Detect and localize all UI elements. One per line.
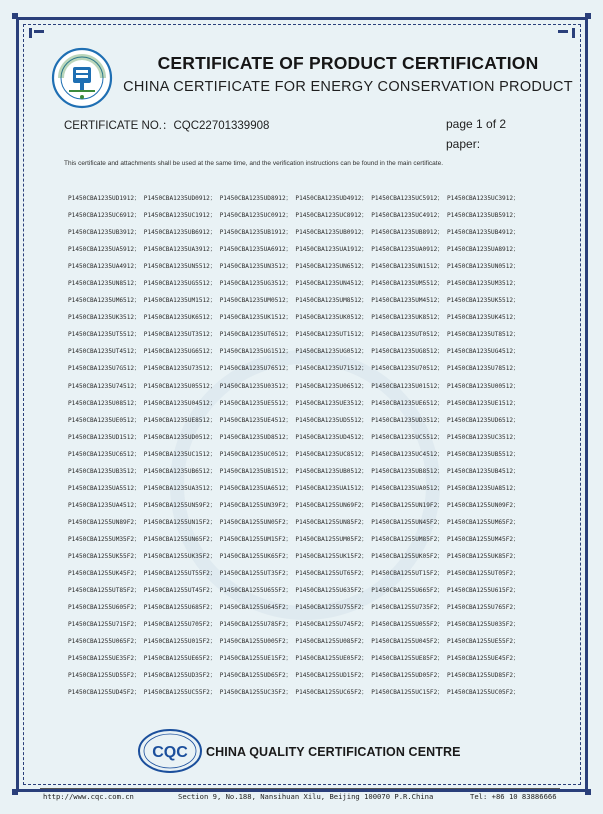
model-list — [68, 190, 573, 701]
model-row: P1450CBA1255UT85F2； P1450CBA1255UT45F2； P1450CBA1255U655F2； P1450CBA1255U635F2； P1450CBA1255U665F2； P1450CBA1255U615F2； — [68, 587, 520, 595]
organization-name: CHINA QUALITY CERTIFICATION CENTRE — [206, 745, 461, 759]
model-row: P1450CBA1235U74512； P1450CBA1235U05512； P1450CBA1235U03512； P1450CBA1235U06512； P1450CBA1235U01512； P1450CBA1235U00512； — [68, 382, 520, 390]
model-row: P1450CBA1235UA4912； P1450CBA1235UN5512； P1450CBA1235UN3512； P1450CBA1235UN6512； P1450CBA1235UN1512； P1450CBA1235UN0512； — [68, 263, 520, 271]
model-row: P1450CBA1235UC6512； P1450CBA1235UC1512； P1450CBA1235UC0512； P1450CBA1235UC8512； P1450CBA1235UC4512； P1450CBA1235UB5512； — [68, 450, 520, 458]
model-row: P1450CBA1255UM35F2； P1450CBA1255UN65F2； P1450CBA1255UM15F2； P1450CBA1255UM05F2； P1450CBA1255UM85F2； P1450CBA1255UM45F2； — [68, 535, 520, 543]
model-row: P1450CBA1255U715F2； P1450CBA1255U705F2； P1450CBA1255U785F2； P1450CBA1255U745F2； P1450CBA1255U055F2； P1450CBA1255U035F2； — [68, 621, 520, 629]
corner-mark — [12, 789, 18, 795]
border-ornament — [572, 28, 575, 38]
model-row: P1450CBA1255UK55F2； P1450CBA1255UK35F2； P1450CBA1255UK65F2； P1450CBA1255UK15F2； P1450CBA1255UK05F2； P1450CBA1255UK85F2； — [68, 552, 520, 560]
model-row: P1450CBA1235UB3912； P1450CBA1235UB6912； P1450CBA1235UB1912； P1450CBA1235UB0912； P1450CBA1235UB8912； P1450CBA1235UB4912； — [68, 229, 520, 237]
model-row: P1450CBA1235UE0512； P1450CBA1235UE8512； P1450CBA1235UE4512； P1450CBA1235UD5512； P1450CBA1235UD3512； P1450CBA1235UD6512； — [68, 416, 520, 424]
cqc-logo-icon — [137, 728, 203, 774]
model-row: P1450CBA1235UA5912； P1450CBA1235UA3912； P1450CBA1235UA6912； P1450CBA1235UA1912； P1450CBA1235UA0912； P1450CBA1235UA8912； — [68, 246, 520, 254]
model-row: P1450CBA1255UK45F2； P1450CBA1255UT55F2； P1450CBA1255UT35F2； P1450CBA1255UT65F2； P1450CBA1255UT15F2； P1450CBA1255UT05F2； — [68, 570, 520, 578]
certificate-number-label: CERTIFICATE NO.： — [64, 120, 174, 132]
model-row: P1450CBA1235UB3512； P1450CBA1235UB6512； P1450CBA1235UB1512； P1450CBA1235UB0512； P1450CBA1235UB8512； P1450CBA1235UB4512； — [68, 467, 520, 475]
model-row: P1450CBA1235UN8512； P1450CBA1235UG5512； P1450CBA1235UG3512； P1450CBA1235UN4512； P1450CBA1235UM5512； P1450CBA1235UM3512； — [68, 280, 520, 288]
model-row: P1450CBA1235UD1512； P1450CBA1235UD0512； P1450CBA1235UD8512； P1450CBA1235UD4512； P1450CBA1235UC5512； P1450CBA1235UC3512； — [68, 433, 520, 441]
paper-label: paper: — [446, 137, 481, 151]
border-ornament — [558, 30, 568, 33]
corner-mark — [585, 789, 591, 795]
energy-conservation-seal-icon — [51, 47, 113, 109]
footer-address: Section 9, No.188, Nansihuan Xilu, Beijing 100070 P.R.China — [178, 792, 434, 801]
model-row: P1450CBA1255U065F2； P1450CBA1255U015F2； P1450CBA1255U005F2； P1450CBA1255U085F2； P1450CBA1255U045F2； P1450CBA1255UE55F2； — [68, 638, 520, 646]
model-row: P1450CBA1235UA4512； P1450CBA1255UN59F2； P1450CBA1255UN39F2； P1450CBA1255UN69F2； P1450CBA1255UN19F2； P1450CBA1255UN09F2； — [68, 501, 520, 509]
border-ornament — [34, 30, 44, 33]
model-row: P1450CBA1255U605F2； P1450CBA1255U685F2； P1450CBA1255U645F2； P1450CBA1255U755F2； P1450CBA1255U735F2； P1450CBA1255U765F2； — [68, 604, 520, 612]
corner-mark — [585, 13, 591, 19]
cqc-logo-text: CQC — [152, 744, 188, 761]
model-row: P1450CBA1235UT4512； P1450CBA1235UG6512； P1450CBA1235UG1512； P1450CBA1235UG0512； P1450CBA1235UG8512； P1450CBA1235UG4512； — [68, 348, 520, 356]
certificate-title: CERTIFICATE OF PRODUCT CERTIFICATION — [157, 53, 539, 73]
certificate-number — [64, 117, 269, 133]
page-indicator: page 1 of 2 — [446, 117, 507, 131]
model-row: P1450CBA1255UN89F2； P1450CBA1255UN15F2； P1450CBA1255UN05F2； P1450CBA1255UN85F2； P1450CBA1255UN45F2； P1450CBA1255UM65F2； — [68, 518, 520, 526]
model-row: P1450CBA1235UD1912； P1450CBA1235UD0912； P1450CBA1235UD8912； P1450CBA1235UD4912； P1450CBA1235UC5912； P1450CBA1235UC3912； — [68, 195, 520, 202]
model-row: P1450CBA1235U08512； P1450CBA1235U04512； P1450CBA1235UE5512； P1450CBA1235UE3512； P1450CBA1235UE6512； P1450CBA1235UE1512； — [68, 399, 520, 407]
model-row: P1450CBA1235UM6512； P1450CBA1235UM1512； P1450CBA1235UM0512； P1450CBA1235UM8512； P1450CBA1235UM4512； P1450CBA1235UK5512； — [68, 297, 520, 305]
model-row: P1450CBA1255UD55F2； P1450CBA1255UD35F2； P1450CBA1255UD65F2； P1450CBA1255UD15F2； P1450CBA1255UD05F2； P1450CBA1255UD85F2； — [68, 672, 520, 680]
footer-website[interactable]: http://www.cqc.com.cn — [43, 792, 134, 801]
model-row: P1450CBA1235UT5512； P1450CBA1235UT3512； P1450CBA1235UT6512； P1450CBA1235UT1512； P1450CBA1235UT0512； P1450CBA1235UT8512； — [68, 331, 520, 339]
corner-mark — [12, 13, 18, 19]
model-row: P1450CBA1235UK3512； P1450CBA1235UK6512； P1450CBA1235UK1512； P1450CBA1235UK0512； P1450CBA1235UK8512； P1450CBA1235UK4512； — [68, 314, 520, 322]
model-row: P1450CBA1235U7G512； P1450CBA1235U73512； P1450CBA1235U76512； P1450CBA1235U71512； P1450CBA1235U70512； P1450CBA1235U78512； — [68, 365, 520, 373]
certificate-subtitle: CHINA CERTIFICATE FOR ENERGY CONSERVATION PRODUCT — [123, 79, 573, 95]
footer-telephone: Tel: +86 10 83886666 — [470, 792, 557, 801]
model-row: P1450CBA1235UA5512； P1450CBA1235UA3512； P1450CBA1235UA6512； P1450CBA1235UA1512； P1450CBA1235UA0512； P1450CBA1235UA8512； — [68, 484, 520, 492]
usage-note: This certificate and attachments shall be used at the same time, and the verification instructions can be found in the main certificate. — [64, 160, 444, 167]
model-row: P1450CBA1235UC6912； P1450CBA1235UC1912； P1450CBA1235UC0912； P1450CBA1235UC8912； P1450CBA1235UC4912； P1450CBA1235UB5912； — [68, 212, 520, 220]
footer-divider — [40, 788, 560, 789]
certificate-number-value: CQC22701339908 — [173, 120, 270, 132]
model-row: P1450CBA1255UE35F2； P1450CBA1255UE65F2； P1450CBA1255UE15F2； P1450CBA1255UE05F2； P1450CBA1255UE85F2； P1450CBA1255UE45F2； — [68, 655, 520, 663]
model-row: P1450CBA1255UD45F2； P1450CBA1255UC55F2； P1450CBA1255UC35F2； P1450CBA1255UC65F2； P1450CBA1255UC15F2； P1450CBA1255UC05F2； — [68, 689, 520, 697]
border-ornament — [29, 28, 32, 38]
